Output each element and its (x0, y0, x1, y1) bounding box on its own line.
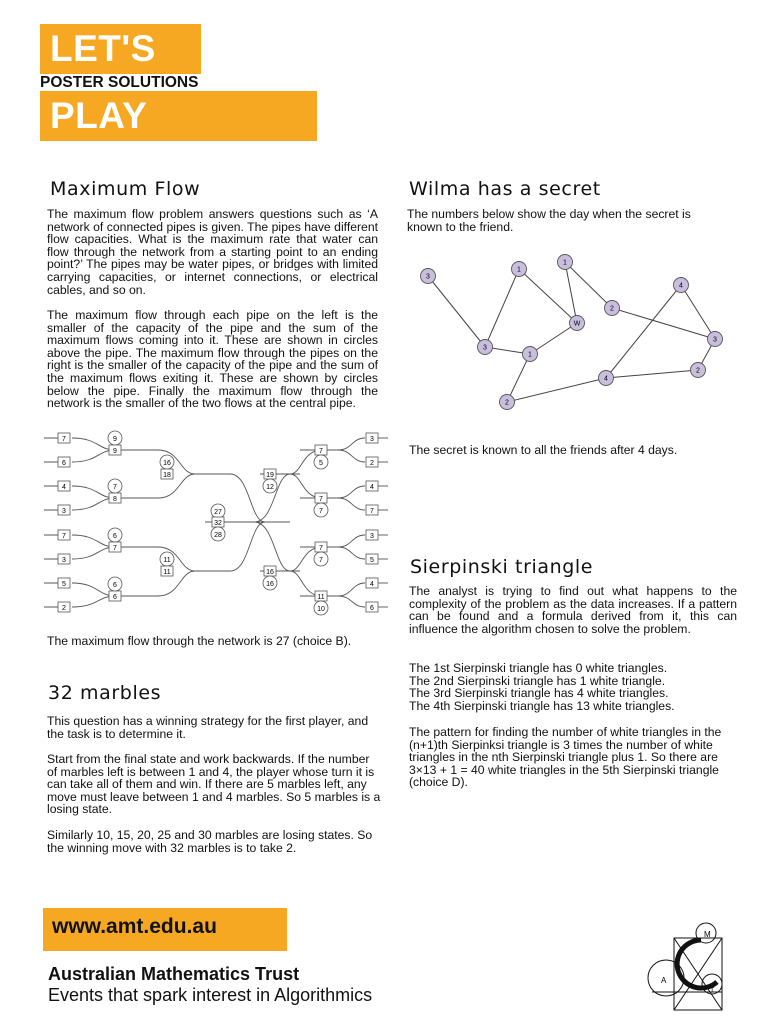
right-stage1-3-value: 10 (317, 606, 325, 613)
right-stage2-1-label: 16 (266, 569, 274, 576)
left-stage1-2-value: 6 (113, 533, 117, 540)
left-stage1-0-label: 9 (113, 448, 117, 455)
max-flow-intro: The maximum flow problem answers questions such as ‘A network of connected pipes is given. The pipes have different flow capacities. What is the maximum rate that water can flow through the network from a starting point to an ending point?’ The pipes may be water pipes, or bridges with limited carrying capacities, or internet connections, or electrical cables, and so on. (47, 207, 378, 297)
sierpinski-counts (409, 662, 739, 712)
right-sink-3-label: 7 (370, 508, 374, 515)
left-source-7-label: 2 (62, 605, 66, 612)
wilma-intro: The numbers below show the day when the secret is known to the friend. (407, 207, 691, 234)
right-stage1-2-value: 7 (319, 557, 323, 564)
left-stage1-1-value: 7 (113, 484, 117, 491)
max-flow-conclusion: The maximum flow through the network is 27 (choice B). (47, 634, 352, 648)
wilma-title: Wilma has a secret (409, 178, 601, 200)
left-source-6-label: 5 (62, 581, 66, 588)
tagline: Events that spark interest in Algorithmics (48, 985, 373, 1005)
sierpinski-intro: The analyst is trying to find out what happens to the complexity of the problem as the data increases. If a pattern can be found and a formula derived from it, this can influence the algorithm chosen to solve the problem. (409, 584, 737, 636)
left-source-4-label: 7 (62, 533, 66, 540)
sierpinski-line-1: The 1st Sierpinski triangle has 0 white triangles. (409, 661, 668, 675)
right-stage1-3-label: 11 (317, 594, 325, 601)
marbles-strategy: Start from the final state and work backwards. If the number of marbles left is between 1 and 4, the player whose turn it is can take all of them and win. If there are 5 marbles left, any move must leave between 1 and 4 marbles. So 5 marbles is a losing state. (47, 752, 381, 817)
wilma-node-label-7: 2 (696, 367, 700, 375)
org-name: Australian Mathematics Trust (48, 964, 300, 984)
wilma-node-label-8: 1 (528, 351, 532, 359)
wilma-node-label-11: 2 (505, 399, 509, 407)
right-sink-6-label: 4 (370, 581, 374, 588)
center-bottom-value: 28 (214, 532, 222, 539)
sierpinski-line-2: The 2nd Sierpinski triangle has 1 white triangle. (409, 673, 666, 688)
url-banner (43, 908, 287, 951)
right-stage1-0-label: 7 (319, 448, 323, 455)
right-stage2-1-value: 16 (266, 581, 274, 588)
right-sink-5-label: 5 (370, 557, 374, 564)
website-link[interactable]: www.amt.edu.au (52, 915, 217, 938)
wilma-node-label-9: 3 (483, 344, 487, 352)
left-stage2-0-value: 16 (163, 460, 171, 467)
left-stage2-1-value: 11 (163, 557, 171, 564)
right-sink-7-label: 6 (370, 605, 374, 612)
sierpinski-line-3: The 3rd Sierpinski triangle has 4 white triangles. (409, 686, 669, 701)
left-source-1-label: 6 (62, 460, 66, 467)
sierpinski-title: Sierpinski triangle (410, 556, 594, 578)
wilma-conclusion: The secret is known to all the friends after 4 days. (409, 443, 678, 457)
wilma-node-label-5: 4 (679, 282, 683, 290)
left-source-2-label: 4 (62, 484, 66, 491)
left-source-5-label: 3 (62, 557, 66, 564)
max-flow-diagram (40, 428, 390, 618)
right-stage2-0-value: 12 (266, 484, 274, 491)
wilma-node-label-4: 2 (610, 305, 614, 313)
marbles-conclusion: Similarly 10, 15, 20, 25 and 30 marbles are losing states. So the winning move with 32 marbles is to take 2. (47, 828, 373, 855)
center-top-value: 27 (214, 509, 222, 516)
wilma-graph (405, 248, 735, 418)
wilma-node-label-1: 1 (517, 266, 521, 274)
sierpinski-line-4: The 4th Sierpinski triangle has 13 white triangles. (409, 698, 675, 713)
wilma-node-label-2: 1 (563, 259, 567, 267)
left-stage2-0-label: 18 (163, 472, 171, 479)
right-stage1-2-label: 7 (319, 545, 323, 552)
right-sink-4-label: 3 (370, 533, 374, 540)
right-stage1-1-value: 7 (319, 508, 323, 515)
logo-letter-t: T (710, 987, 715, 994)
sierpinski-conclusion: The pattern for finding the number of white triangles in the (n+1)th Sierpinksi triangle is 3 times the number of white triangles in the nth Sierpinski triangle plus 1. So there are 3×13 + 1 = 40 white triangles in the 5th Sierpinski triangle (choice D). (409, 725, 722, 790)
right-sink-2-label: 4 (370, 484, 374, 491)
lets-text: LET'S (50, 28, 156, 69)
left-stage1-3-label: 6 (113, 594, 117, 601)
right-stage2-0-label: 19 (266, 472, 274, 479)
left-stage2-1-label: 11 (163, 569, 171, 576)
wilma-edges (428, 259, 715, 402)
wilma-node-label-10: 4 (604, 375, 608, 383)
left-source-0-label: 7 (62, 436, 66, 443)
logo-letter-m: M (704, 930, 711, 939)
marbles-intro: This question has a winning strategy for the first player, and the task is to determine it. (47, 714, 369, 741)
left-stage1-1-label: 8 (113, 496, 117, 503)
right-stage1-0-value: 5 (319, 460, 323, 467)
right-sink-0-label: 3 (370, 436, 374, 443)
max-flow-explanation: The maximum flow through each pipe on the left is the smaller of the capacity of the pipe and the sum of the maximum flows coming into it. These are shown in circles above the pipe. The maximum flow through the pipes on the right is the smaller of the capacity of the pipe and the sum of the maximum flows exiting it. These are shown by circles below the pipe. Finally the maximum flow through the network is the smaller of the two flows at the central pipe. (47, 308, 378, 411)
flow-labels (58, 431, 378, 615)
left-stage1-3-value: 6 (113, 582, 117, 589)
wilma-node-label-0: 3 (426, 273, 430, 281)
poster-subtitle: POSTER SOLUTIONS (40, 74, 199, 91)
marbles-title: 32 marbles (48, 682, 162, 704)
center-label: 32 (214, 520, 222, 527)
amt-logo-icon (644, 922, 726, 1016)
left-stage1-2-label: 7 (113, 545, 117, 552)
wilma-node-label-6: 3 (713, 336, 717, 344)
wilma-node-label-3: W (573, 320, 581, 328)
right-sink-1-label: 2 (370, 460, 374, 467)
play-banner (40, 91, 317, 141)
right-stage1-1-label: 7 (319, 496, 323, 503)
left-source-3-label: 3 (62, 508, 66, 515)
play-text: PLAY (50, 95, 148, 136)
lets-banner (40, 24, 201, 74)
logo-letter-a: A (661, 976, 667, 985)
max-flow-title: Maximum Flow (50, 178, 201, 200)
left-stage1-0-value: 9 (113, 436, 117, 443)
